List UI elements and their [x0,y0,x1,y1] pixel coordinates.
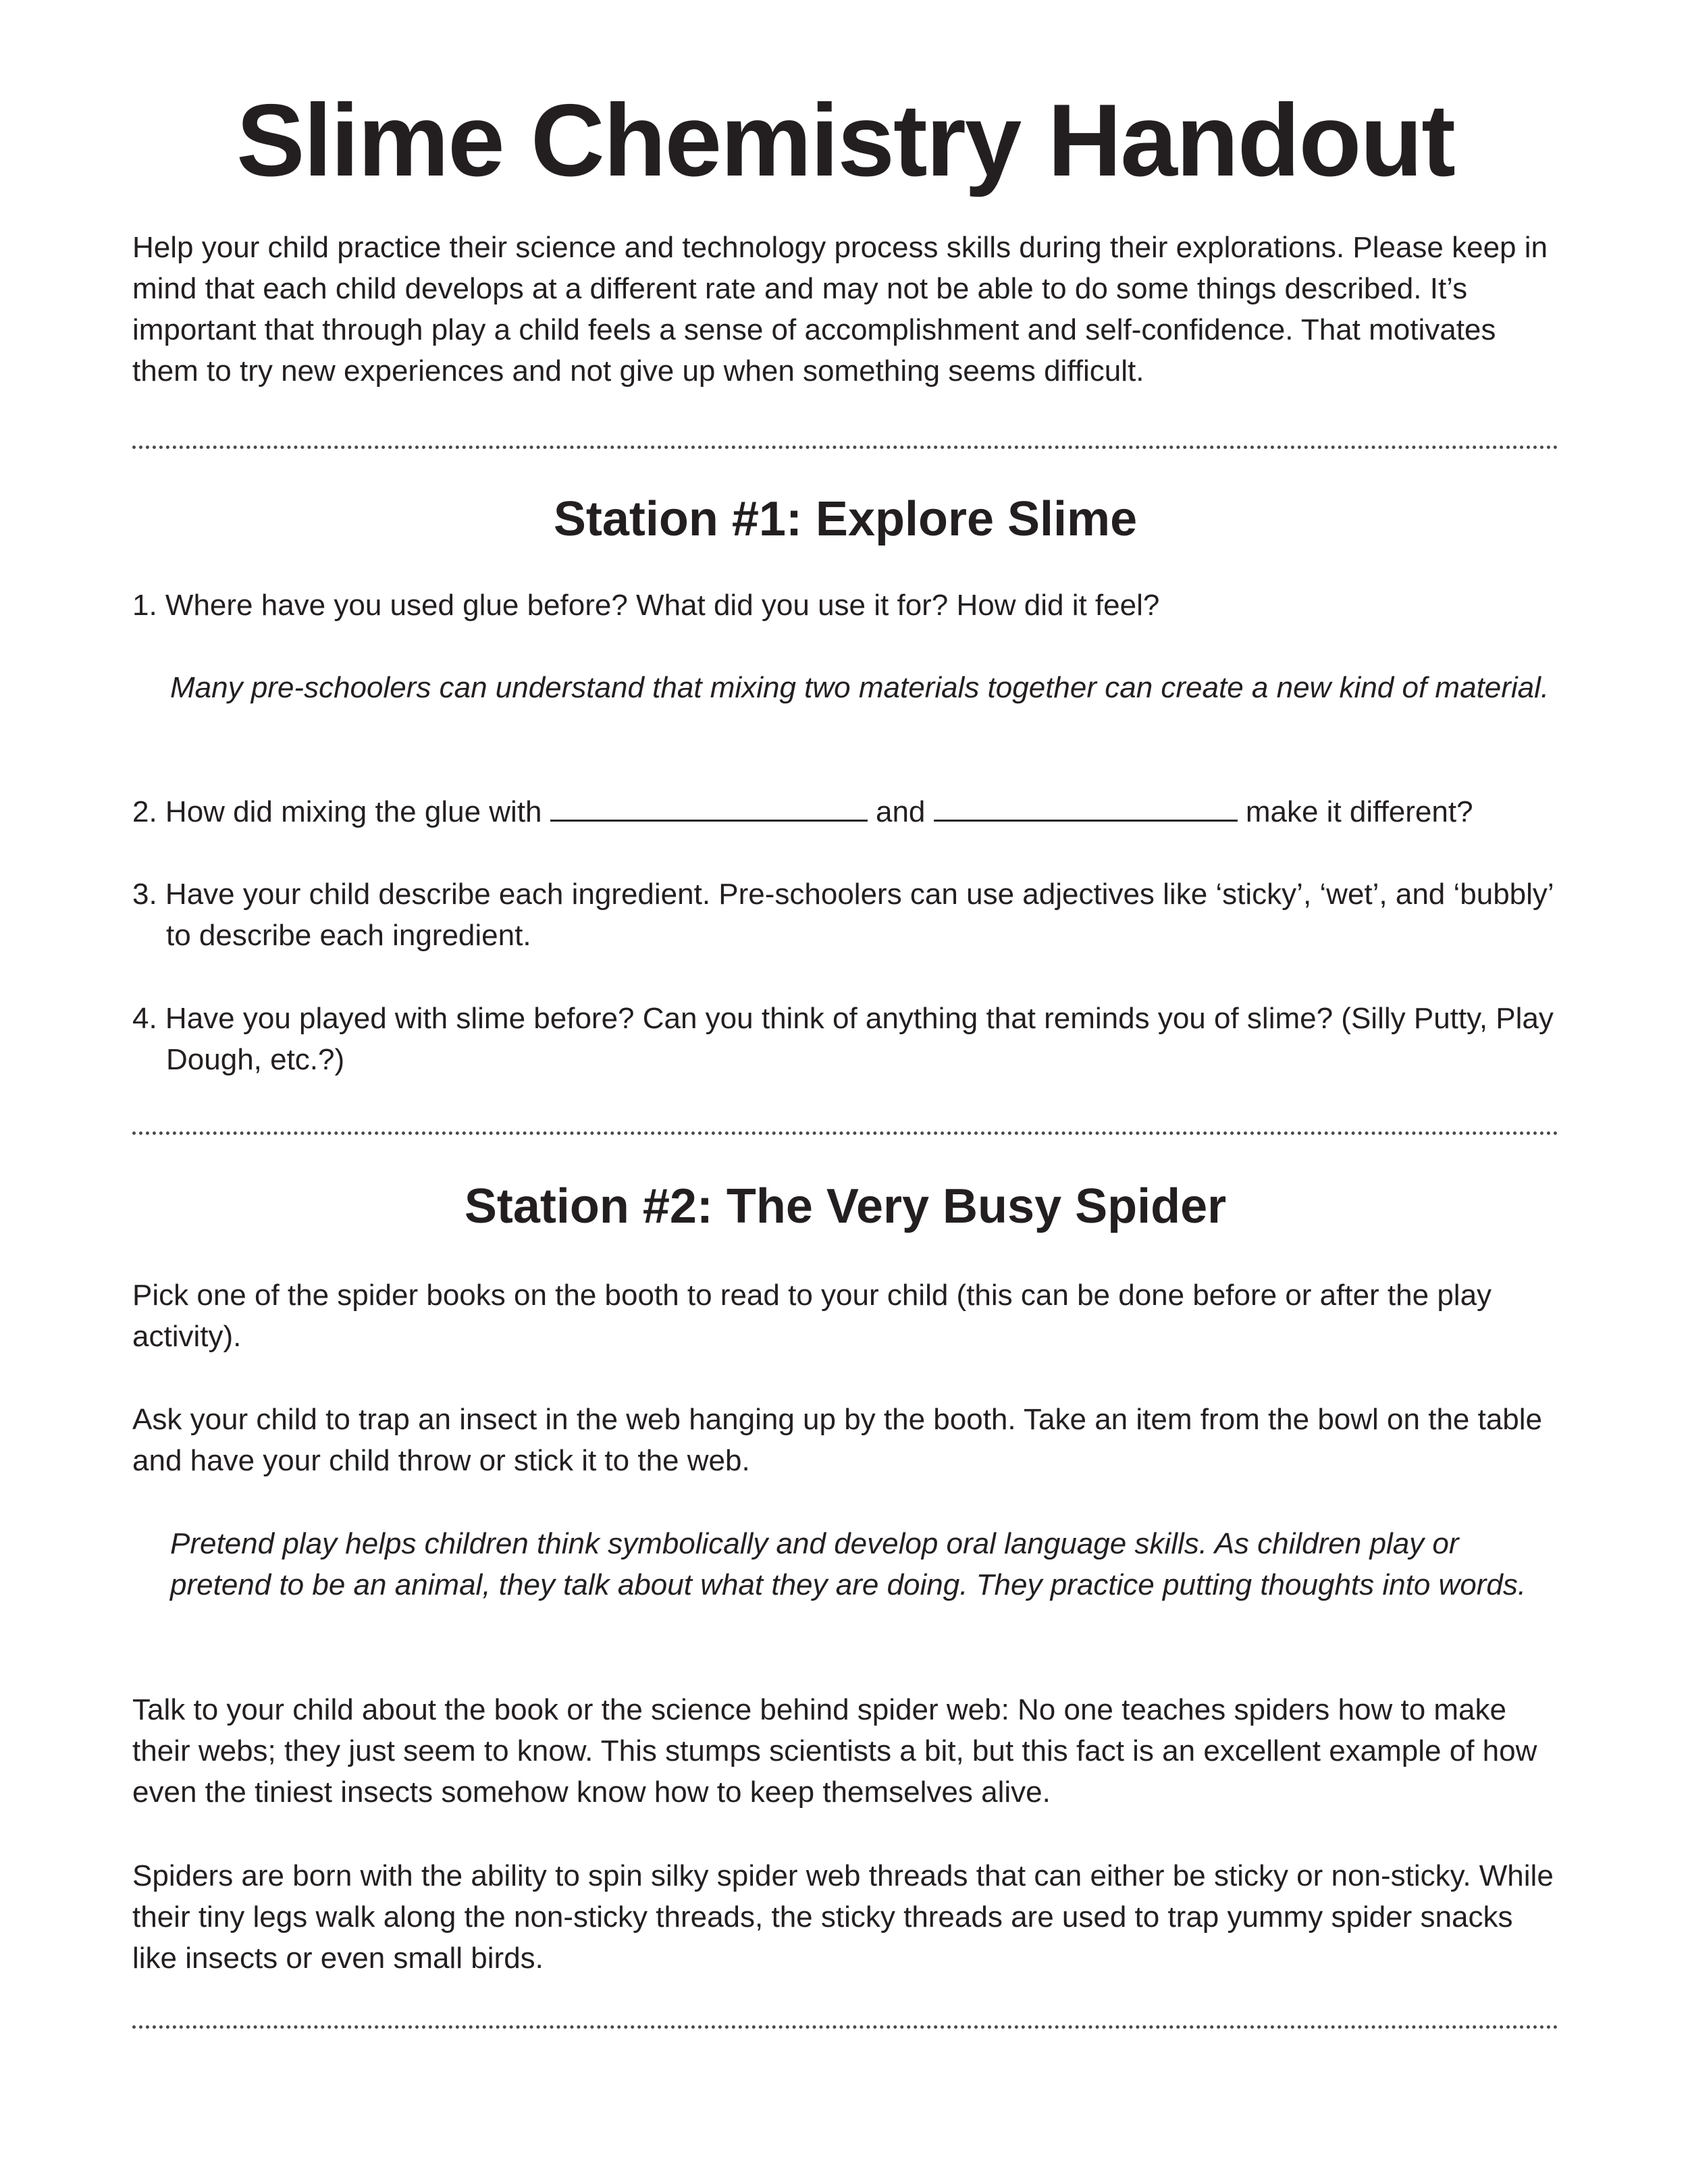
dotted-divider [132,446,1558,449]
dotted-divider [132,1131,1558,1135]
station-1-question-4: 4. Have you played with slime before? Can you think of anything that reminds you of slime? (Silly Putty, Play Dough, etc.?) [132,1002,1554,1076]
question-2-text-end: make it different? [1237,795,1473,828]
page-title: Slime Chemistry Handout [236,83,1454,198]
question-2-text-start: 2. How did mixing the glue with [132,795,550,828]
station-2-heading: Station #2: The Very Busy Spider [464,1179,1227,1233]
station-2-paragraph-2: Ask your child to trap an insect in the web hanging up by the booth. Take an item from the bowl on the table and have your child throw or stick it to the web. [132,1403,1543,1477]
question-2-text-middle: and [867,795,934,828]
station-1-question-1: 1. Where have you used glue before? What did you use it for? How did it feel? [132,589,1160,622]
station-2-paragraph-3: Talk to your child about the book or the science behind spider web: No one teaches spiders how to make their webs; they just seem to know. This stumps scientists a bit, but this fact is an excellent example of how even the tiniest insects somehow know how to keep themselves alive. [132,1693,1537,1809]
station-2-note: Pretend play helps children think symbolically and develop oral language skills. As children play or pretend to be an animal, they talk about what they are doing. They practice putting thoughts into words. [170,1527,1527,1601]
station-2-paragraph-1: Pick one of the spider books on the booth to read to your child (this can be done before or after the play activity). [132,1279,1492,1353]
station-1-question-3: 3. Have your child describe each ingredient. Pre-schoolers can use adjectives like ‘sticky’, ‘wet’, and ‘bubbly’ to describe each ingredient. [132,878,1554,952]
fill-in-blank-1[interactable] [550,793,868,822]
station-2-paragraph-4: Spiders are born with the ability to spin silky spider web threads that can either be sticky or non-sticky. While their tiny legs walk along the non-sticky threads, the sticky threads are used to trap yummy spider snacks like insects or even small birds. [132,1859,1554,1975]
intro-paragraph: Help your child practice their science and technology process skills during their explorations. Please keep in mind that each child develops at a different rate and may not be able to do some things described. It’s important that through play a child feels a sense of accomplishment and self-confidence. That motivates them to try new experiences and not give up when something seems difficult. [132,231,1548,388]
station-1-note: Many pre-schoolers can understand that mixing two materials together can create a new kind of material. [170,671,1550,704]
station-1-question-2 [132,791,1558,832]
station-1-heading: Station #1: Explore Slime [553,492,1138,546]
dotted-divider [132,2025,1558,2029]
fill-in-blank-2[interactable] [934,793,1238,822]
